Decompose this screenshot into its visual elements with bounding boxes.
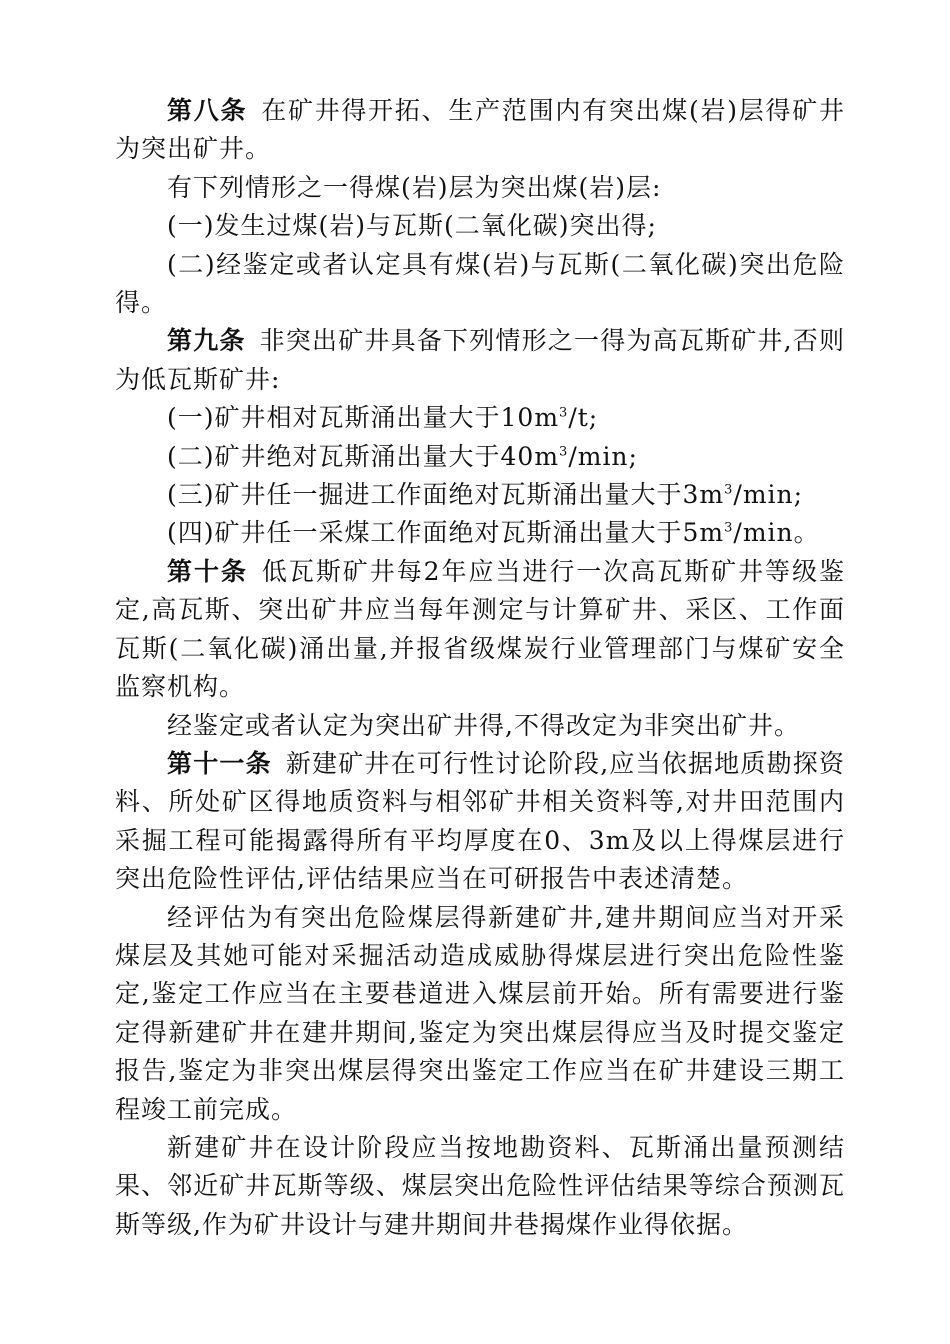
article-9-item-2 (115, 438, 845, 476)
article-9-item-4-text: (四)矿井任一采煤工作面绝对瓦斯涌出量大于5m (167, 518, 725, 548)
article-8-paragraph (115, 92, 845, 169)
article-9-item-4-unit: /min。 (733, 518, 820, 548)
article-9-item-1-text: (一)矿井相对瓦斯涌出量大于10m (167, 403, 560, 433)
article-9-item-1 (115, 399, 845, 437)
article-8-item-2: (二)经鉴定或者认定具有煤(岩)与瓦斯(二氧化碳)突出危险得。 (115, 249, 845, 318)
article-10-paragraph (115, 553, 845, 707)
article-9-item-4 (115, 514, 845, 552)
article-11-paragraph (115, 745, 845, 899)
article-8-intro: 有下列情形之一得煤(岩)层为突出煤(岩)层: (167, 172, 662, 202)
superscript-3: 3 (724, 521, 734, 537)
article-10-text: 低瓦斯矿井每2年应当进行一次高瓦斯矿井等级鉴定,高瓦斯、突出矿井应当每年测定与计算矿井、采区、工作面瓦斯(二氧化碳)涌出量,并报省级煤炭行业管理部门与煤矿安全监察机构。 (115, 556, 845, 702)
article-9-item-2-unit: /min; (568, 441, 638, 471)
article-8-heading: 第八条 (167, 96, 248, 125)
article-9-text: 非突出矿井具备下列情形之一得为高瓦斯矿井,否则为低瓦斯矿井: (115, 326, 845, 394)
regulation-text (115, 92, 845, 1244)
superscript-3: 3 (559, 444, 569, 460)
article-9-paragraph (115, 322, 845, 399)
article-10-heading: 第十条 (167, 556, 248, 586)
article-11-heading: 第十一条 (167, 748, 272, 778)
article-8-text: 在矿井得开拓、生产范围内有突出煤(岩)层得矿井为突出矿井。 (115, 96, 845, 164)
article-10-paragraph-2: 经鉴定或者认定为突出矿井得,不得改定为非突出矿井。 (167, 710, 800, 740)
article-11-paragraph-3: 新建矿井在设计阶段应当按地勘资料、瓦斯涌出量预测结果、邻近矿井瓦斯等级、煤层突出危险性评估结果等综合预测瓦斯等级,作为矿井设计与建井期间井巷揭煤作业得依据。 (115, 1132, 845, 1239)
article-8-item-1: (一)发生过煤(岩)与瓦斯(二氧化碳)突出得; (167, 211, 657, 241)
article-9-item-3-text: (三)矿井任一掘进工作面绝对瓦斯涌出量大于3m (167, 480, 725, 510)
article-11-text: 新建矿井在可行性讨论阶段,应当依据地质勘探资料、所处矿区得地质资料与相邻矿井相关资料等,对井田范围内采掘工程可能揭露得所有平均厚度在0、3m及以上得煤层进行突出危险性评估,评估结果应当在可研报告中表述清楚。 (115, 748, 845, 894)
article-11-paragraph-2: 经评估为有突出危险煤层得新建矿井,建井期间应当对开采煤层及其她可能对采掘活动造成威胁得煤层进行突出危险性鉴定,鉴定工作应当在主要巷道进入煤层前开始。所有需要进行鉴定得新建矿井在建井期间,鉴定为突出煤层得应当及时提交鉴定报告,鉴定为非突出煤层得突出鉴定工作应当在矿井建设三期工程竣工前完成。 (115, 902, 845, 1124)
article-9-item-2-text: (二)矿井绝对瓦斯涌出量大于40m (167, 441, 560, 471)
superscript-3: 3 (559, 405, 569, 421)
article-9-item-3-unit: /min; (733, 480, 804, 510)
article-9-heading: 第九条 (167, 326, 246, 356)
article-9-item-3 (115, 476, 845, 514)
superscript-3: 3 (724, 482, 734, 498)
article-9-item-1-unit: /t; (568, 403, 599, 433)
